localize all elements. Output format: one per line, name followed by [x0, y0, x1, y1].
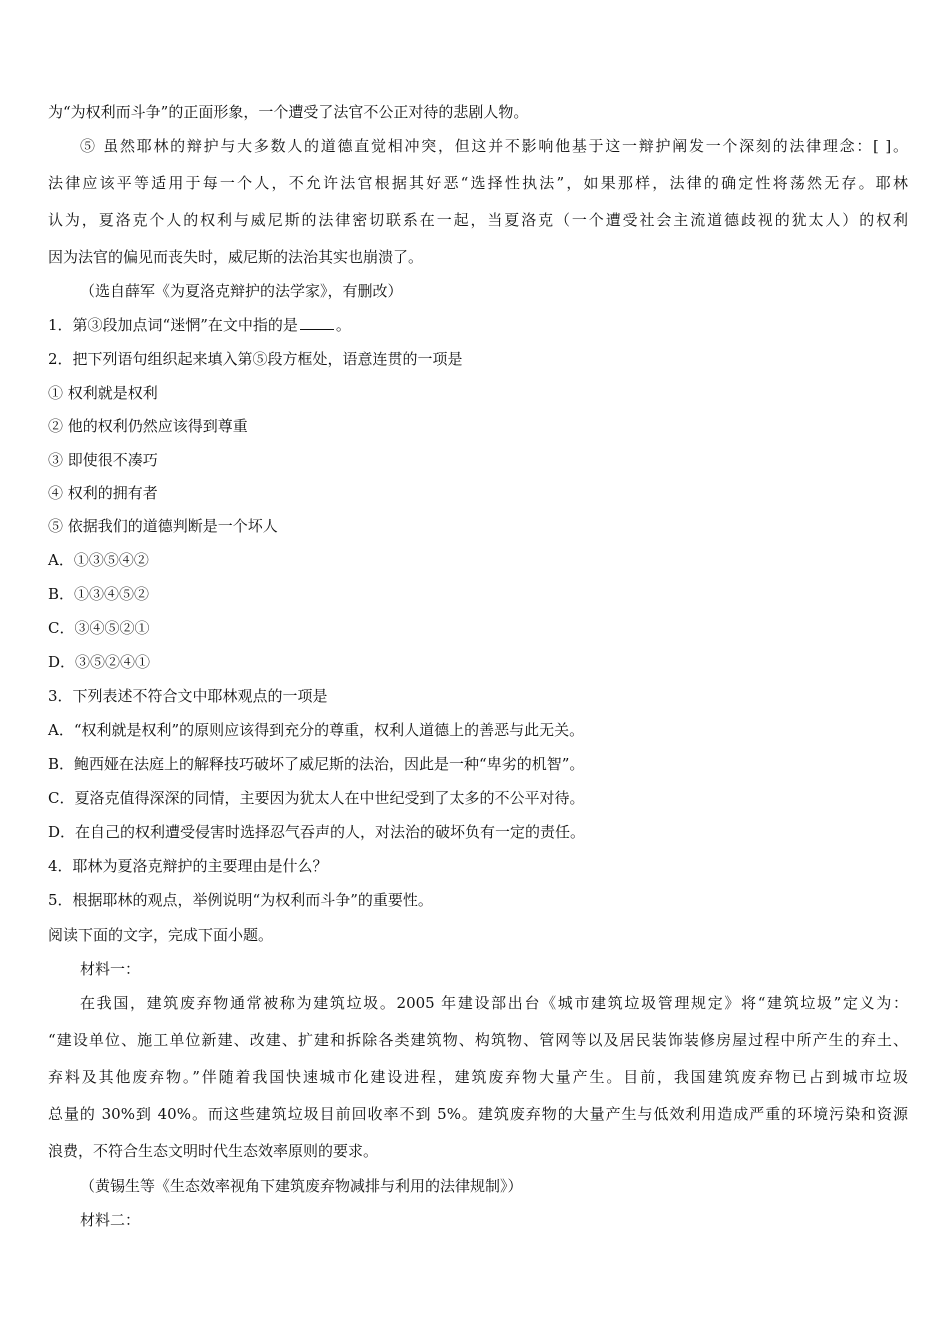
question-5: 5．根据耶林的观点，举例说明“为权利而斗争”的重要性。 [48, 891, 433, 909]
material-1-line: 在我国，建筑废弃物通常被称为建筑垃圾。2005 年建设部出台《城市建筑垃圾管理规定》将“建筑垃圾”定义为： [80, 994, 908, 1012]
reading-instruction: 阅读下面的文字，完成下面小题。 [48, 926, 274, 944]
option-d: D．在自己的权利遭受侵害时选择忍气吞声的人，对法治的破坏负有一定的责任。 [48, 823, 586, 841]
option-b: B．鲍西娅在法庭上的解释技巧破坏了威尼斯的法治，因此是一种“卑劣的机智”。 [48, 755, 585, 773]
sentence-item: ① 权利就是权利 [48, 384, 158, 402]
passage-line: 认为，夏洛克个人的权利与威尼斯的法律密切联系在一起，当夏洛克（一个遭受社会主流道德歧视的犹太人）的权利 [48, 211, 908, 229]
passage-line: 法律应该平等适用于每一个人，不允许法官根据其好恶“选择性执法”，如果那样，法律的确定性将荡然无存。耶林 [48, 174, 908, 192]
passage-line: 为“为权利而斗争”的正面形象，一个遭受了法官不公正对待的悲剧人物。 [48, 103, 529, 121]
option-b: B．①③④⑤② [48, 585, 150, 603]
question-4: 4．耶林为夏洛克辩护的主要理由是什么？ [48, 857, 328, 875]
question-3: 3．下列表述不符合文中耶林观点的一项是 [48, 687, 328, 705]
option-a: A．“权利就是权利”的原则应该得到充分的尊重，权利人道德上的善恶与此无关。 [48, 721, 585, 739]
option-a: A．①③⑤④② [48, 551, 149, 569]
question-1-end: 。 [335, 316, 351, 334]
material-1-source: （黄锡生等《生态效率视角下建筑废弃物减排与利用的法律规制》） [80, 1177, 523, 1195]
sentence-item: ④ 权利的拥有者 [48, 484, 158, 502]
option-c: C．夏洛克值得深深的同情，主要因为犹太人在中世纪受到了太多的不公平对待。 [48, 789, 585, 807]
option-c: C．③④⑤②① [48, 619, 150, 637]
sentence-item: ② 他的权利仍然应该得到尊重 [48, 417, 248, 435]
sentence-item: ③ 即使很不凑巧 [48, 451, 158, 469]
material-1-title: 材料一： [80, 960, 141, 978]
material-1-line: “建设单位、施工单位新建、改建、扩建和拆除各类建筑物、构筑物、管网等以及居民装饰装修房屋过程中所产生的弃土、 [48, 1031, 908, 1049]
question-1 [48, 315, 908, 335]
option-d: D．③⑤②④① [48, 653, 151, 671]
answer-blank [300, 317, 334, 330]
question-2: 2．把下列语句组织起来填入第⑤段方框处，语意连贯的一项是 [48, 350, 463, 368]
material-1-line: 弃料及其他废弃物。”伴随着我国快速城市化建设进程，建筑废弃物大量产生。目前，我国建筑废弃物已占到城市垃圾 [48, 1068, 908, 1086]
passage-line: 因为法官的偏见而丧失时，威尼斯的法治其实也崩溃了。 [48, 248, 424, 266]
question-1-text: 1．第③段加点词“迷惘”在文中指的是 [48, 316, 298, 334]
material-1-line: 总量的 30%到 40%。而这些建筑垃圾目前回收率不到 5%。建筑废弃物的大量产生与低效利用造成严重的环境污染和资源 [48, 1105, 908, 1123]
material-2-title: 材料二： [80, 1211, 141, 1229]
passage-source: （选自薛军《为夏洛克辩护的法学家》，有删改） [80, 282, 403, 300]
sentence-item: ⑤ 依据我们的道德判断是一个坏人 [48, 517, 278, 535]
material-1-line: 浪费，不符合生态文明时代生态效率原则的要求。 [48, 1142, 379, 1160]
passage-paragraph-5: ⑤ 虽然耶林的辩护与大多数人的道德直觉相冲突，但这并不影响他基于这一辩护阐发一个深刻的法律理念：[ ]。 [80, 137, 908, 155]
